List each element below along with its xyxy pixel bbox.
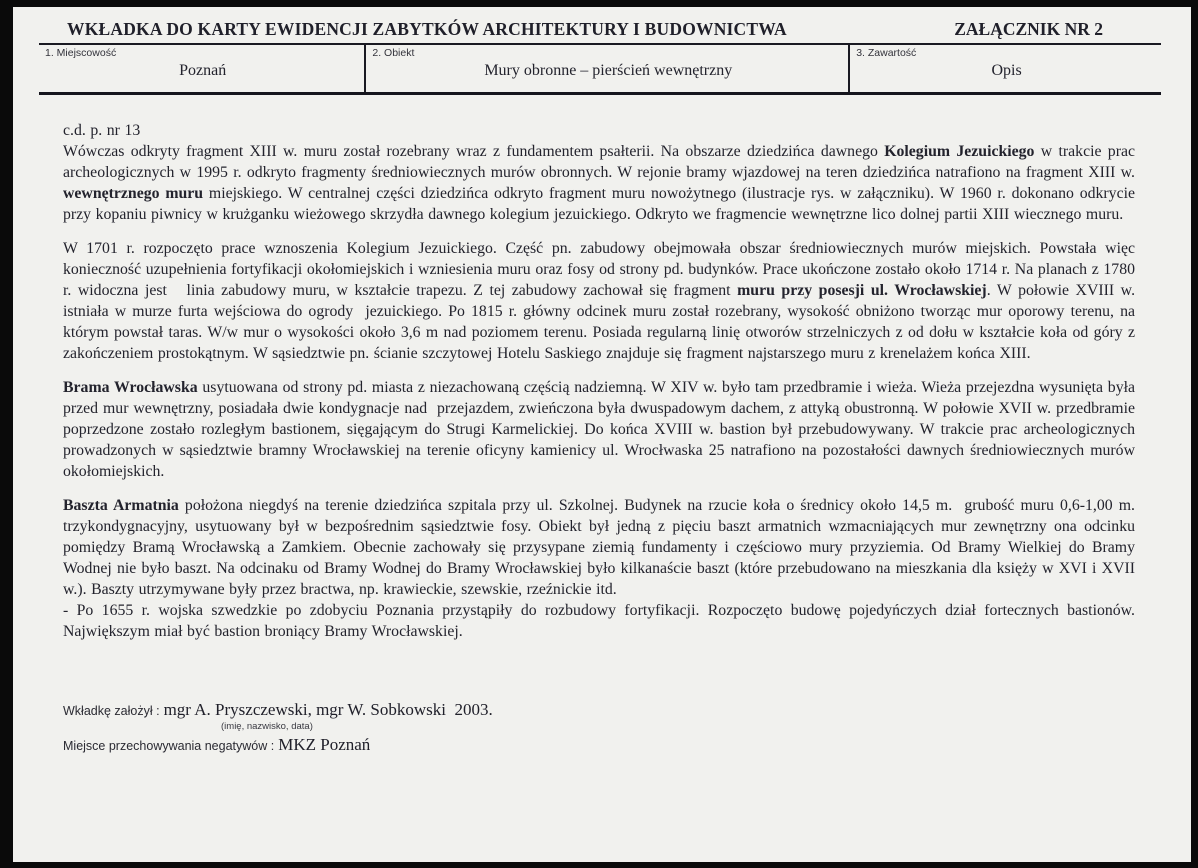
paragraph-baszta-armatnia: Baszta Armatnia położona niegdyś na terenie dziedzińca szpitala przy ul. Szkolnej. Budynek na rzucie koła o średnicy około 14,5 m. grubość muru 0,6-1,00 m. trzykondygnacyjny, usytuowany był w bezpośrednim sąsiedztwie fosy. Obiekt był jedną z pięciu baszt armatnich wzmacniających mur zewnętrzny ona odcinku pomiędzy Bramą Wrocławską a Zamkiem. Obecnie zachowały się przysypane ziemią fundamenty i częściowo mury przyziemia. Od Bramy Wielkiej do Bramy Wodnej nie było baszt. Na odcinaku od Bramy Wodnej do Bramy Wrocławskiej było kilkanaście baszt (które przebudowano na mieszkania dla księży w XVI i XVII w.). Baszty utrzymywane były przez bractwa, np. krawieckie, szewskie, rzeźnickie itd. — [63, 497, 1135, 598]
paragraph-kolegium-jezuickie: Wówczas odkryty fragment XIII w. muru został rozebrany wraz z fundamentem psałterii. Na obszarze dziedzińca dawnego Kolegium Jezuickiego w trakcie prac archeologicznych w 1995 r. odkryto fragmenty średniowiecznych murów obronnych. W rejonie bramy wjazdowej na teren dziedzińca natrafiono na fragment XIII w. wewnętrznego muru miejskiego. W centralnej części dziedzińca odkryto fragment muru nowożytnego (ilustracje rys. w załączniku). W 1960 r. dokonano odkrycie przy kopaniu piwnicy w krużganku wieżowego skrzydła dawnego kolegium jezuickiego. Odkryto we fragmencie wewnętrzne lico dolnej partii XIII wiecznego muru. — [63, 143, 1135, 223]
negatives-row — [63, 735, 1191, 755]
field-label-obiekt: 2. Obiekt — [372, 47, 415, 59]
document-header — [39, 7, 1161, 95]
header-cell-zawartosc — [850, 45, 1161, 92]
document-paper — [13, 7, 1191, 862]
annex-label: ZAŁĄCZNIK NR 2 — [954, 19, 1103, 39]
document-footer — [63, 700, 1191, 755]
created-by-row — [63, 700, 1191, 720]
field-value-zawartosc: Opis — [991, 62, 1022, 79]
field-label-zawartosc: 3. Zawartość — [856, 47, 917, 59]
created-by-label: Wkładkę założył : — [63, 704, 160, 718]
document-title: WKŁADKA DO KARTY EWIDENCJI ZABYTKÓW ARCHITEKTURY I BUDOWNICTWA — [67, 19, 787, 39]
field-value-miejscowosc: Poznań — [179, 62, 227, 79]
created-by-hint: (imię, nazwisko, data) — [221, 721, 313, 732]
document-body — [13, 95, 1191, 642]
paragraph-1655: - Po 1655 r. wojska szwedzkie po zdobyciu Poznania przystąpiły do rozbudowy fortyfikacji. Rozpoczęto budowę pojedyńczych dział fortecznych bastionów. Największym miał być bastion broniący Bramy Wrocławskiej. — [63, 602, 1135, 640]
title-row — [39, 7, 1161, 43]
header-cell-obiekt — [364, 45, 850, 92]
created-by-value: mgr A. Pryszczewski, mgr W. Sobkowski 2003. — [163, 700, 493, 719]
header-cell-miejscowosc — [39, 45, 364, 92]
negatives-value: MKZ Poznań — [278, 735, 371, 754]
paragraph-mur-1701: W 1701 r. rozpoczęto prace wznoszenia Kolegium Jezuickiego. Część pn. zabudowy obejmowała obszar średniowiecznych murów miejskich. Powstała więc konieczność uzupełnienia fortyfikacji okołomiejskich i wzniesienia muru oraz fosy od strony pd. budynków. Prace ukończone zostało około 1714 r. Na planach z 1780 r. widoczna jest linia zabudowy muru, w kształcie trapezu. Z tej zabudowy zachował się fragment muru przy posesji ul. Wrocławskiej. W połowie XVIII w. istniała w murze furta wejściowa do ogrody jezuickiego. Po 1815 r. główny odcinek muru został rozebrany, wysokość obniżono tworząc mur oporowy terenu, na którym powstał taras. W/w mur o wysokości około 3,6 m nad poziomem terenu. Posiada regularną linię otworów strzelniczych z od dołu w kształcie koła od góry z zakończeniem prostokątnym. W sąsiedztwie pn. ścianie szczytowej Hotelu Saskiego znajduje się fragment najstarszego muru z krenelażem końca XIII. — [63, 240, 1136, 362]
continuation-note: c.d. p. nr 13 — [63, 122, 141, 139]
header-table — [39, 43, 1161, 95]
negatives-label: Miejsce przechowywania negatywów : — [63, 739, 275, 753]
field-value-obiekt: Mury obronne – pierścień wewnętrzny — [484, 62, 733, 79]
paragraph-brama-wroclawska: Brama Wrocławska usytuowana od strony pd. miasta z niezachowaną częścią nadziemną. W XIV w. było tam przedbramie i wieża. Wieża przejezdna wysunięta była przed mur wewnętrzny, posiadała dwie kondygnacje nad przejazdem, zwieńczona była dwuspadowym dachem, z attyką obustronną. W połowie XVII w. przedbramie poprzedzone zostało rozległym bastionem, sięgającym do Strugi Karmelickiej. Do końca XVIII w. bastion był przebudowywany. W trakcie prac archeologicznych prowadzonych w sąsiedztwie bramny Wrocławskiej na terenie oficyny kamienicy ul. Wrocłwaska 25 natrafiono na pozostałości dawnych średniowiecznych murów okołomiejskich. — [63, 379, 1135, 480]
field-label-miejscowosc: 1. Miejscowość — [45, 47, 117, 59]
